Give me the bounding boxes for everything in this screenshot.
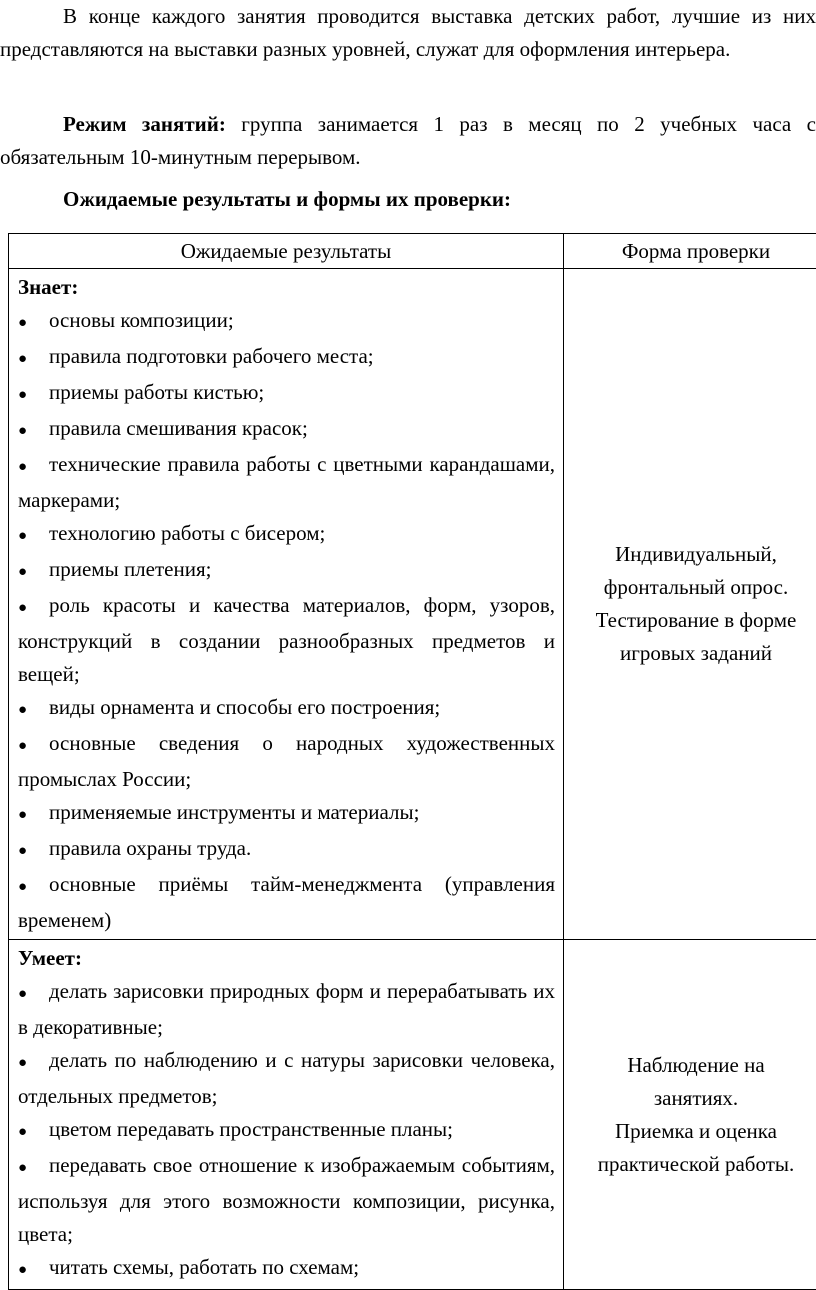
- list-item: [18, 1251, 555, 1287]
- list-item: [18, 553, 555, 589]
- bullet-icon: ●: [18, 379, 49, 412]
- knows-cell: [9, 269, 564, 940]
- list-item-text: виды орнамента и способы его построения;: [49, 695, 440, 719]
- list-item-text: применяемые инструменты и материалы;: [49, 800, 419, 824]
- bullet-icon: ●: [18, 1152, 49, 1185]
- check-line: практической работы.: [570, 1148, 816, 1181]
- check-line: Индивидуальный,: [570, 538, 816, 571]
- bullet-icon: ●: [18, 556, 49, 589]
- results-table: [8, 233, 816, 1290]
- list-item-text: делать по наблюдению и с натуры зарисовки человека, отдельных предметов;: [18, 1048, 555, 1108]
- schedule-paragraph: [0, 108, 816, 174]
- header-expected-results: Ожидаемые результаты: [9, 234, 564, 269]
- list-item-text: правила охраны труда.: [49, 836, 251, 860]
- knows-title: Знает:: [18, 271, 555, 304]
- bullet-icon: ●: [18, 307, 49, 340]
- bullet-icon: ●: [18, 415, 49, 448]
- list-item: [18, 376, 555, 412]
- list-item: [18, 589, 555, 691]
- section-heading: Ожидаемые результаты и формы их проверки:: [0, 183, 816, 216]
- knows-check-cell: [564, 269, 816, 940]
- bullet-icon: ●: [18, 343, 49, 376]
- skills-check-cell: [564, 940, 816, 1290]
- bullet-icon: ●: [18, 835, 49, 868]
- list-item-text: правила подготовки рабочего места;: [49, 344, 374, 368]
- table-row: [9, 940, 816, 1290]
- bullet-icon: ●: [18, 520, 49, 553]
- bullet-icon: ●: [18, 1116, 49, 1149]
- bullet-icon: ●: [18, 978, 49, 1011]
- list-item-text: технические правила работы с цветными карандашами, маркерами;: [18, 452, 555, 512]
- header-check-form: Форма проверки: [564, 234, 816, 269]
- bullet-icon: ●: [18, 451, 49, 484]
- list-item-text: читать схемы, работать по схемам;: [49, 1255, 359, 1279]
- table-header-row: [9, 234, 816, 269]
- skills-list: [18, 975, 555, 1287]
- skills-cell: [9, 940, 564, 1290]
- check-line: Тестирование в форме: [570, 604, 816, 637]
- list-item: [18, 691, 555, 727]
- list-item-text: роль красоты и качества материалов, форм, узоров, конструкций в создании разнообразных предметов и вещей;: [18, 593, 555, 686]
- table-row: [9, 269, 816, 940]
- list-item: [18, 304, 555, 340]
- list-item-text: приемы работы кистью;: [49, 380, 264, 404]
- list-item: [18, 1149, 555, 1251]
- list-item: [18, 868, 555, 937]
- list-item-text: цветом передавать пространственные планы;: [49, 1117, 453, 1141]
- check-line: Наблюдение на: [570, 1049, 816, 1082]
- list-item: [18, 975, 555, 1044]
- list-item: [18, 1113, 555, 1149]
- knows-list: [18, 304, 555, 937]
- bullet-icon: ●: [18, 1047, 49, 1080]
- intro-paragraph: В конце каждого занятия проводится выставка детских работ, лучшие из них представляются на выставки разных уровней, служат для оформления интерьера.: [0, 0, 816, 66]
- list-item-text: основные приёмы тайм-менеджмента (управления временем): [18, 872, 555, 932]
- schedule-lead: Режим занятий:: [63, 112, 226, 136]
- list-item-text: основные сведения о народных художественных промыслах России;: [18, 731, 555, 791]
- list-item-text: технологию работы с бисером;: [49, 521, 325, 545]
- bullet-icon: ●: [18, 871, 49, 904]
- list-item: [18, 340, 555, 376]
- bullet-icon: ●: [18, 1254, 49, 1287]
- list-item: [18, 796, 555, 832]
- list-item-text: делать зарисовки природных форм и перерабатывать их в декоративные;: [18, 979, 555, 1039]
- list-item: [18, 448, 555, 517]
- list-item-text: основы композиции;: [49, 308, 234, 332]
- schedule-text: группа занимается 1 раз в месяц по 2 учебных часа с обязательным 10-минутным перерывом.: [0, 112, 816, 169]
- list-item: [18, 412, 555, 448]
- bullet-icon: ●: [18, 592, 49, 625]
- list-item: [18, 517, 555, 553]
- check-line: занятиях.: [570, 1082, 816, 1115]
- check-line: игровых заданий: [570, 637, 816, 670]
- skills-title: Умеет:: [18, 942, 555, 975]
- list-item-text: приемы плетения;: [49, 557, 211, 581]
- bullet-icon: ●: [18, 730, 49, 763]
- check-line: Приемка и оценка: [570, 1115, 816, 1148]
- check-line: фронтальный опрос.: [570, 571, 816, 604]
- list-item: [18, 832, 555, 868]
- list-item-text: правила смешивания красок;: [49, 416, 308, 440]
- list-item-text: передавать свое отношение к изображаемым событиям, используя для этого возможности композиции, рисунка, цвета;: [18, 1153, 555, 1246]
- bullet-icon: ●: [18, 799, 49, 832]
- list-item: [18, 1044, 555, 1113]
- list-item: [18, 727, 555, 796]
- bullet-icon: ●: [18, 694, 49, 727]
